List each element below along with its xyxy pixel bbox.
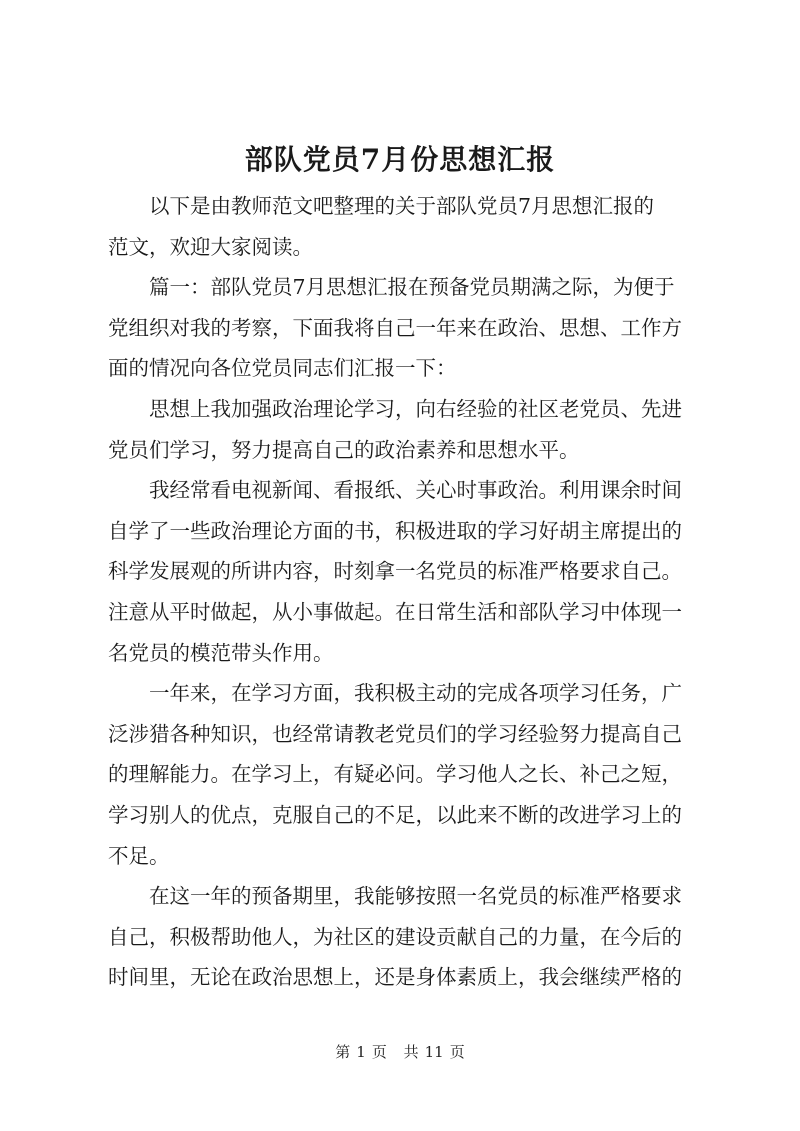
footer-page-indicator (332, 1043, 390, 1061)
document-title: 部队党员7月份思想汇报 (244, 143, 556, 176)
footer-total-pages: 11 (424, 1043, 444, 1061)
text-line: 思想上我加强政治理论学习，向右经验的社区老党员、先进 (149, 396, 682, 421)
text-line: 我经常看电视新闻、看报纸、关心时事政治。利用课余时间 (149, 478, 682, 503)
text-line: 注意从平时做起，从小事做起。在日常生活和部队学习中体现一 (108, 599, 682, 624)
text-line: 篇一：部队党员7月思想汇报在预备党员期满之际，为便于 (149, 275, 675, 300)
footer-page-number: 1 (356, 1043, 366, 1061)
text-line: 面的情况向各位党员同志们汇报一下： (108, 356, 457, 381)
text-line: 不足。 (108, 843, 170, 868)
footer-total-unit: 页 (449, 1043, 465, 1061)
text-line: 名党员的模范带头作用。 (108, 640, 334, 665)
text-line: 的理解能力。在学习上，有疑必问。学习他人之长、补己之短， (108, 762, 682, 787)
text-line: 党组织对我的考察，下面我将自己一年来在政治、思想、工作方 (108, 315, 682, 340)
text-line: 党员们学习，努力提高自己的政治素养和思想水平。 (108, 437, 580, 462)
text-line: 泛涉猎各种知识，也经常请教老党员们的学习经验努力提高自己 (108, 721, 682, 746)
text-line: 范文，欢迎大家阅读。 (108, 234, 313, 259)
footer-page-unit: 页 (371, 1043, 387, 1061)
text-line: 一年来，在学习方面，我积极主动的完成各项学习任务，广 (149, 681, 682, 706)
page-footer (0, 1042, 800, 1062)
text-line: 自己，积极帮助他人，为社区的建设贡献自己的力量，在今后的 (108, 924, 682, 949)
document-body (108, 186, 704, 998)
footer-total-indicator (401, 1043, 468, 1061)
text-line: 学习别人的优点，克服自己的不足，以此来不断的改进学习上的 (108, 802, 682, 827)
text-line: 时间里，无论在政治思想上，还是身体素质上，我会继续严格的 (108, 965, 682, 990)
text-line: 自学了一些政治理论方面的书，积极进取的学习好胡主席提出的 (108, 518, 682, 543)
text-line: 以下是由教师范文吧整理的关于部队党员7月思想汇报的 (149, 194, 655, 218)
footer-page-label: 第 (335, 1043, 351, 1061)
text-line: 在这一年的预备期里，我能够按照一名党员的标准严格要求 (149, 884, 682, 909)
footer-total-label: 共 (403, 1043, 419, 1061)
text-line: 科学发展观的所讲内容，时刻拿一名党员的标准严格要求自己。 (108, 559, 682, 584)
